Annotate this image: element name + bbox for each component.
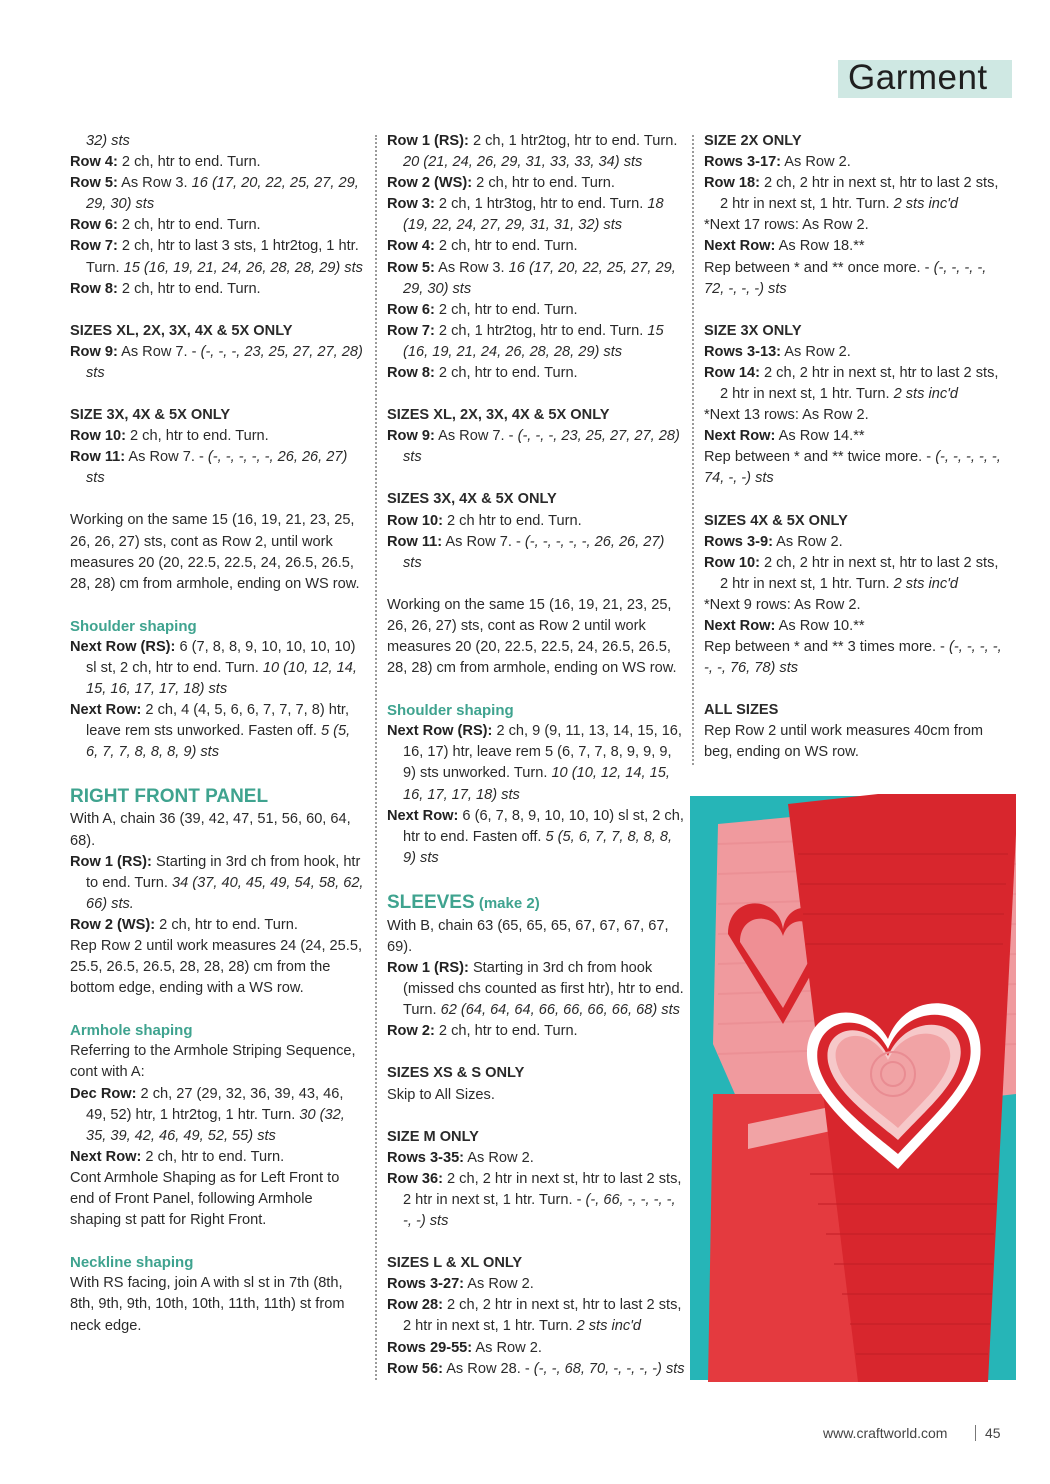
section-heading-text: SLEEVES [387, 891, 475, 913]
row-instruction: As Row 2. [781, 154, 851, 171]
row-label: Row 9: [387, 428, 435, 445]
pattern-row [704, 426, 1004, 447]
pattern-row [70, 152, 366, 173]
row-label: Next Row: [704, 617, 776, 634]
row-label: Row 1 (RS): [70, 853, 152, 870]
page-number: 45 [985, 1425, 1001, 1441]
spacer [70, 489, 366, 510]
row-label: Row 56: [387, 1360, 443, 1377]
pattern-row [70, 852, 366, 915]
stitch-count: 2 sts inc'd [893, 386, 959, 403]
spacer [387, 1042, 685, 1063]
row-instruction: As Row 2. [464, 1276, 534, 1293]
footer-divider [975, 1425, 976, 1441]
pattern-row [387, 1169, 685, 1232]
pattern-row [387, 806, 685, 869]
pattern-row [387, 426, 685, 468]
row-instruction: 2 ch, 2 htr in next st, htr to last 2 sts, 2 htr in next st, 1 htr. Turn. [720, 554, 999, 592]
stitch-count: 20 (21, 24, 26, 29, 31, 33, 33, 34) sts [403, 154, 643, 171]
text-column-1 [70, 131, 366, 1337]
stitch-count: 5 (5, 6, 7, 7, 8, 8, 8, 9) sts [403, 828, 673, 866]
size-heading: SIZES XL, 2X, 3X, 4X & 5X ONLY [387, 407, 610, 424]
text-column-2 [387, 131, 685, 1380]
row-label: Row 4: [387, 238, 435, 255]
row-label: Row 36: [387, 1170, 443, 1187]
row-label: Row 8: [70, 280, 118, 297]
row-label: Row 7: [387, 322, 435, 339]
paragraph-text: *Next 17 rows: As Row 2. [704, 217, 869, 234]
spacer [704, 679, 1004, 700]
stitch-count: (-, -, -, -, -, 74, -, -) sts [704, 449, 1001, 487]
paragraph [70, 1041, 366, 1083]
row-instruction: 2 ch, htr to end. Turn. [117, 280, 261, 297]
row-instruction: 2 ch, 4 (4, 5, 6, 6, 7, 7, 7, 8) htr, leave rem sts unworked. Fasten off. [86, 702, 350, 740]
pattern-row [704, 236, 1004, 257]
row-label: Row 2 (WS): [70, 916, 156, 933]
row-label: Dec Row: [70, 1085, 137, 1102]
row-label: Row 9: [70, 343, 118, 360]
paragraph-text: Skip to All Sizes. [387, 1086, 495, 1103]
paragraph [70, 936, 366, 999]
row-label: Next Row (RS): [70, 638, 176, 655]
footer-url: www.craftworld.com [823, 1425, 948, 1441]
pattern-row [387, 958, 685, 1021]
row-instruction: 2 ch, htr to end. Turn. [472, 175, 615, 192]
row-instruction: As Row 10.** [775, 617, 865, 634]
row-label: Row 5: [387, 259, 435, 276]
paragraph [387, 595, 685, 679]
paragraph-text: With A, chain 36 (39, 42, 47, 51, 56, 60, 64, 68). [70, 811, 351, 849]
row-instruction: 2 ch, htr to end. Turn. [155, 916, 298, 933]
stitch-count: (-, -, -, -, -, -, 76, 78) sts [704, 639, 1002, 677]
stitch-count: (-, -, -, 23, 25, 27, 27, 28) sts [86, 343, 363, 381]
row-instruction: 2 ch, htr to end. Turn. [434, 238, 578, 255]
paragraph-text: Rep Row 2 until work measures 40cm from beg, ending on WS row. [704, 723, 983, 761]
row-label: Next Row: [70, 1148, 142, 1165]
row-instruction: As Row 7. - [125, 449, 208, 466]
pattern-row [70, 173, 366, 215]
pattern-row [704, 342, 1004, 363]
row-instruction: 2 ch, htr to end. Turn. [434, 1023, 578, 1040]
row-instruction: 2 ch, htr to end. Turn. [117, 154, 261, 171]
pattern-row [70, 279, 366, 300]
row-instruction: As Row 3. [434, 259, 509, 276]
spacer [70, 763, 366, 784]
row-instruction: As Row 18.** [775, 238, 865, 255]
size-heading: SIZES XL, 2X, 3X, 4X & 5X ONLY [70, 322, 293, 339]
row-instruction: 6 (6, 7, 8, 9, 10, 10, 10) sl st, 2 ch, htr to end. Fasten off. [403, 807, 684, 845]
row-label: Row 4: [70, 154, 118, 171]
spacer [704, 490, 1004, 511]
row-label: Row 10: [704, 554, 760, 571]
subsection-heading: Shoulder shaping [387, 702, 514, 720]
spacer [70, 999, 366, 1020]
pattern-row [704, 363, 1004, 405]
spacer [70, 300, 366, 321]
spacer [387, 384, 685, 405]
spacer [387, 468, 685, 489]
paragraph [70, 1273, 366, 1336]
row-instruction: As Row 2. [781, 343, 851, 360]
row-instruction: 2 ch, 2 htr in next st, htr to last 2 sts, 2 htr in next st, 1 htr. Turn. [403, 1297, 682, 1335]
pattern-row [387, 258, 685, 300]
row-label: Next Row (RS): [387, 723, 493, 740]
spacer [387, 679, 685, 700]
spacer [70, 1231, 366, 1252]
pattern-row [70, 236, 366, 278]
row-label: Row 18: [704, 175, 760, 192]
pattern-row [70, 915, 366, 936]
paragraph [387, 916, 685, 958]
size-heading: SIZE 3X, 4X & 5X ONLY [70, 407, 231, 424]
row-instruction: 2 ch, htr to end. Turn. [434, 301, 578, 318]
stitch-count: 15 (16, 19, 21, 24, 26, 28, 28, 29) sts [403, 322, 664, 360]
section-heading [70, 784, 366, 809]
spacer [387, 1232, 685, 1253]
row-instruction: Starting in 3rd ch from hook, htr to end. Turn. [86, 853, 361, 891]
pattern-row [387, 194, 685, 236]
row-instruction: As Row 14.** [775, 428, 865, 445]
pattern-row [704, 553, 1004, 595]
paragraph-text: Working on the same 15 (16, 19, 21, 23, 25, 26, 26, 27) sts, cont as Row 2 until work measures 20 (20, 22.5, 22.5, 24, 26.5, 26.5, 28, 28) cm from armhole, ending on WS row. [387, 596, 677, 677]
stitch-count: 16 (17, 20, 22, 25, 27, 29, 29, 30) sts [403, 259, 676, 297]
row-label: Row 10: [387, 512, 443, 529]
row-instruction: 2 ch, 2 htr in next st, htr to last 2 sts, 2 htr in next st, 1 htr. Turn. [720, 175, 999, 213]
paragraph-text: *Next 9 rows: As Row 2. [704, 596, 861, 613]
pattern-row [70, 447, 366, 489]
stitch-count: 2 sts inc'd [576, 1318, 642, 1335]
pattern-row [387, 1295, 685, 1337]
row-label: Rows 3-35: [387, 1149, 465, 1166]
row-label: Row 14: [704, 364, 760, 381]
pattern-row [70, 1084, 366, 1147]
pattern-row [387, 173, 685, 194]
row-label: Row 2: [387, 1023, 435, 1040]
row-instruction: 2 ch, htr to end. Turn. [117, 217, 261, 234]
pattern-row [704, 152, 1004, 173]
subsection-heading: Neckline shaping [70, 1254, 194, 1272]
column-divider [692, 135, 694, 765]
pattern-row [387, 236, 685, 257]
text-column-3 [704, 131, 1004, 764]
pattern-row [387, 363, 685, 384]
stitch-count: 15 (16, 19, 21, 24, 26, 28, 28, 29) sts [123, 259, 363, 276]
spacer [70, 384, 366, 405]
size-heading: SIZES L & XL ONLY [387, 1255, 523, 1272]
spacer [387, 1106, 685, 1127]
stitch-count: 10 (10, 12, 14, 15, 16, 17, 17, 18) sts [403, 765, 670, 803]
row-instruction: 2 ch, 9 (9, 11, 13, 14, 15, 16, 16, 17) htr, leave rem 5 (6, 7, 7, 8, 9, 9, 9, 9) sts unworked. Turn. [403, 723, 682, 782]
row-label: Row 10: [70, 428, 126, 445]
stitch-count: (-, 66, -, -, -, -, -, -) sts [403, 1191, 676, 1230]
size-heading: SIZE 3X ONLY [704, 322, 802, 339]
row-label: Row 6: [387, 301, 435, 318]
size-heading: SIZES 4X & 5X ONLY [704, 512, 848, 529]
subsection-heading: Armhole shaping [70, 1022, 193, 1040]
paragraph-text: Rep between * and ** 3 times more. - [704, 639, 949, 656]
size-heading: SIZE M ONLY [387, 1128, 479, 1145]
paragraph [70, 809, 366, 851]
size-heading: SIZES 3X, 4X & 5X ONLY [387, 491, 557, 508]
stitch-count: 34 (37, 40, 45, 49, 54, 58, 62, 66) sts. [86, 874, 364, 912]
paragraph-text: With RS facing, join A with sl st in 7th (8th, 8th, 9th, 9th, 10th, 10th, 11th, 11th) st from neck edge. [70, 1275, 345, 1334]
row-label: Row 28: [387, 1297, 443, 1314]
pattern-row [70, 342, 366, 384]
row-instruction: 2 ch htr to end. Turn. [442, 512, 582, 529]
pattern-row [70, 1147, 366, 1168]
row-label: Row 8: [387, 365, 435, 382]
row-label: Rows 3-27: [387, 1276, 465, 1293]
paragraph-text: Cont Armhole Shaping as for Left Front to end of Front Panel, following Armhole shaping st patt for Right Front. [70, 1169, 340, 1229]
paragraph [70, 510, 366, 594]
row-instruction: As Row 7. - [117, 343, 201, 360]
pattern-row [387, 1148, 685, 1169]
paragraph-text: Rep between * and ** twice more. - [704, 449, 936, 466]
column-divider [375, 135, 377, 1380]
pattern-row [704, 616, 1004, 637]
row-instruction: As Row 28. - [442, 1360, 534, 1377]
row-instruction: As Row 2. [472, 1339, 542, 1356]
stitch-count: 30 (32, 35, 39, 42, 46, 49, 52, 55) sts [86, 1106, 345, 1144]
row-label: Row 5: [70, 175, 118, 192]
row-instruction: Starting in 3rd ch from hook (missed chs counted as first htr), htr to end. Turn. [403, 960, 684, 1019]
row-label: Rows 3-13: [704, 343, 782, 360]
paragraph [704, 215, 1004, 236]
stitch-count: (-, -, -, -, -, 26, 26, 27) sts [403, 533, 665, 571]
row-instruction: 2 ch, htr to last 3 sts, 1 htr2tog, 1 htr. Turn. [86, 238, 359, 276]
pattern-row [387, 1359, 685, 1380]
pattern-row [70, 700, 366, 763]
row-label: Next Row: [704, 238, 776, 255]
stitch-count: 16 (17, 20, 22, 25, 27, 29, 29, 30) sts [86, 175, 359, 213]
paragraph-text: Working on the same 15 (16, 19, 21, 23, 25, 26, 26, 27) sts, cont as Row 2, until work measures 20 (20, 22.5, 22.5, 24, 26.5, 26.5, 28, 28) cm from armhole, ending on WS row. [70, 512, 360, 592]
pattern-row [387, 511, 685, 532]
row-instruction: 2 ch, htr to end. Turn. [125, 428, 269, 445]
row-label: Row 7: [70, 238, 118, 255]
row-instruction: As Row 7. - [434, 428, 518, 445]
spacer [70, 595, 366, 616]
pattern-row [387, 300, 685, 321]
row-instruction: As Row 7. - [442, 533, 525, 550]
row-instruction: 2 ch, 27 (29, 32, 36, 39, 43, 46, 49, 52) htr, 1 htr2tog, 1 htr. Turn. [86, 1085, 344, 1123]
stitch-count: 2 sts inc'd [893, 575, 959, 592]
spacer [387, 869, 685, 890]
paragraph [704, 258, 1004, 300]
pattern-row [387, 532, 685, 574]
row-label: Row 1 (RS): [387, 960, 469, 977]
row-label: Row 11: [70, 449, 126, 466]
pattern-row [387, 1021, 685, 1042]
row-instruction: 6 (7, 8, 8, 9, 10, 10, 10, 10) sl st, 2 ch, htr to end. Turn. [86, 638, 356, 676]
pattern-row [70, 637, 366, 700]
paragraph [704, 447, 1004, 489]
paragraph-text: Rep Row 2 until work measures 24 (24, 25.5, 25.5, 26.5, 26.5, 28, 28, 28) cm from the bottom edge, ending with a WS row. [70, 938, 363, 997]
paragraph [387, 1085, 685, 1106]
row-instruction: 2 ch, htr to end. Turn. [434, 365, 578, 382]
size-heading: SIZE 2X ONLY [704, 133, 802, 149]
row-label: Row 6: [70, 217, 118, 234]
row-instruction: As Row 2. [772, 533, 843, 550]
section-heading [387, 890, 685, 916]
row-label: Rows 3-9: [704, 533, 773, 550]
pattern-row [704, 532, 1004, 553]
crochet-sleeve-photo [688, 794, 1018, 1382]
row-label: Row 3: [387, 196, 435, 213]
row-label: Rows 29-55: [387, 1339, 473, 1356]
row-instruction: 2 ch, 1 htr2tog, htr to end. Turn. [434, 322, 648, 339]
pattern-row [70, 215, 366, 236]
pattern-row [70, 426, 366, 447]
pattern-row [387, 131, 685, 173]
pattern-row [387, 1338, 685, 1359]
row-instruction: As Row 2. [464, 1149, 534, 1166]
row-instruction: As Row 3. [117, 175, 192, 192]
row-label: Row 1 (RS): [387, 133, 469, 149]
row-instruction: 2 ch, htr to end. Turn. [141, 1148, 285, 1165]
row-label: Next Row: [387, 807, 459, 824]
paragraph-text: With B, chain 63 (65, 65, 65, 67, 67, 67, 67, 69). [387, 917, 669, 955]
stitch-count: (-, -, 68, 70, -, -, -, -) sts [533, 1360, 685, 1377]
stitch-count: 18 (19, 22, 24, 27, 29, 31, 31, 32) sts [403, 196, 664, 234]
row-instruction: 2 ch, 1 htr3tog, htr to end. Turn. [434, 196, 648, 213]
pattern-row [704, 173, 1004, 215]
row-label: Row 2 (WS): [387, 175, 473, 192]
row-label: Row 11: [387, 533, 443, 550]
row-instruction: 2 ch, 2 htr in next st, htr to last 2 sts, 2 htr in next st, 1 htr. Turn. - [403, 1170, 682, 1208]
section-heading-note: (make 2) [474, 894, 540, 912]
row-label: Next Row: [70, 702, 142, 719]
paragraph-text: Rep between * and ** once more. - [704, 259, 934, 276]
stitch-count: 62 (64, 64, 64, 66, 66, 66, 66, 68) sts [440, 1002, 680, 1019]
section-tab-label: Garment [848, 58, 988, 97]
row-instruction: 2 ch, 2 htr in next st, htr to last 2 sts, 2 htr in next st, 1 htr. Turn. [720, 364, 999, 403]
pattern-row [387, 1274, 685, 1295]
paragraph [704, 637, 1004, 679]
paragraph-text: *Next 13 rows: As Row 2. [704, 407, 869, 424]
stitch-count: (-, -, -, 23, 25, 27, 27, 28) sts [403, 428, 680, 466]
size-heading: SIZES XS & S ONLY [387, 1065, 525, 1082]
spacer [704, 300, 1004, 321]
paragraph [70, 1168, 366, 1231]
section-heading-text: RIGHT FRONT PANEL [70, 786, 269, 808]
paragraph [704, 405, 1004, 426]
stitch-count: (-, -, -, -, 72, -, -, -) sts [704, 259, 987, 297]
stitch-count: (-, -, -, -, -, 26, 26, 27) sts [86, 449, 348, 487]
spacer [387, 574, 685, 595]
pattern-row [387, 721, 685, 805]
paragraph-text: Referring to the Armhole Striping Sequence, cont with A: [70, 1043, 356, 1081]
size-heading: ALL SIZES [704, 702, 779, 719]
row-instruction: 2 ch, 1 htr2tog, htr to end. Turn. [468, 133, 678, 149]
stitch-count: 10 (10, 12, 14, 15, 16, 17, 17, 18) sts [86, 659, 357, 698]
row-label: Next Row: [704, 428, 776, 445]
paragraph [704, 721, 1004, 763]
paragraph [704, 595, 1004, 616]
subsection-heading: Shoulder shaping [70, 617, 197, 635]
stitch-count: 5 (5, 6, 7, 7, 8, 8, 8, 9) sts [86, 723, 351, 761]
stitch-count: 2 sts inc'd [893, 196, 959, 213]
pattern-row [387, 321, 685, 363]
row-label: Rows 3-17: [704, 154, 782, 171]
instruction-continuation: 32) sts [86, 133, 130, 149]
